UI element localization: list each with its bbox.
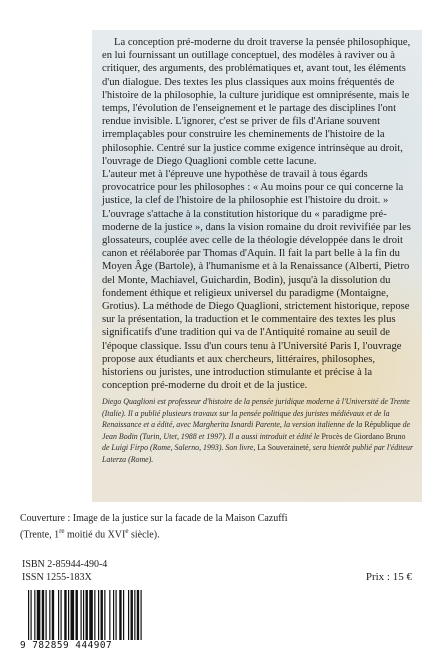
caption-line-1: Couverture : Image de la justice sur la facade de la Maison Cazuffi bbox=[20, 513, 288, 524]
bio-text-3: de Luigi Firpo (Rome, Salerno, 1993). Son livre, bbox=[102, 443, 258, 453]
bio-work-souverainete: La Souveraineté bbox=[257, 443, 309, 453]
author-bio bbox=[102, 396, 414, 466]
isbn-block bbox=[22, 559, 107, 584]
bio-text-4: , sera bientôt publié par l'éditeur Laterza (Rome). bbox=[102, 443, 414, 464]
isbn-number: ISBN 2-85944-490-4 bbox=[22, 559, 108, 570]
caption-line-2 bbox=[20, 525, 420, 541]
caption-sup-re: re bbox=[59, 527, 65, 535]
caption-line-2-end: siècle). bbox=[128, 529, 160, 541]
price-label: Prix : 15 € bbox=[365, 571, 412, 583]
summary-paragraph-1: La conception pré-moderne du droit traverse la pensée philosophique, en lui fournissant un outillage conceptuel, des modèles à raviver ou à critiquer, des arguments, des problématiques et, avant tout, les éléments d'un dialogue. Des textes les plus classiques aux moins fréquentés de l'histoire de la philosophie, la culture juridique est omniprésente, mais le temps, l'évolution de l'enseignement et le partage des disciplines l'ont rendue invisible. L'ignorer, c'est se priver de fils d'Ariane souvent irremplaçables pour construire les cheminements de l'histoire de la philosophie. Centré sur la justice comme exigence intrinsèque au droit, l'ouvrage de Diego Quaglioni comble cette lacune. bbox=[102, 37, 411, 167]
bio-work-proces: Procès de Giordano Bruno bbox=[321, 431, 406, 441]
cover-caption bbox=[20, 512, 420, 541]
summary-text bbox=[102, 36, 414, 392]
barcode bbox=[20, 590, 190, 652]
issn-number: ISSN 1255-183X bbox=[22, 571, 92, 583]
caption-line-2-suffix: moitié du XVI bbox=[64, 529, 126, 541]
bio-work-republique: République bbox=[364, 420, 401, 430]
barcode-bars-icon bbox=[28, 590, 186, 640]
bio-text-2: de Jean Bodin (Turin, Utet, 1988 et 1997). Il a aussi introduit et édité le bbox=[102, 420, 411, 441]
back-cover-panel bbox=[92, 30, 422, 502]
bio-text-1: Diego Quaglioni est professeur d'histoire de la pensée juridique moderne à l'Université de Trente (Italie). Il a publié plusieurs travaux sur la pensée politique des juristes médiévaux et de la Renaissance et a édité, avec Margherita Isnardi Parente, la version italienne de la bbox=[102, 397, 410, 430]
caption-line-2-prefix: (Trente, 1 bbox=[20, 529, 60, 541]
caption-sup-e: e bbox=[125, 527, 129, 535]
summary-paragraph-2: L'auteur met à l'épreuve une hypothèse de travail à tous égards provocatrice pour les philosophes : « Au moins pour ce qui concerne la justice, la clef de l'histoire de la philosophie est l'histoire du droit. » L'ouvrage s'attache à la constitution historique du « paradigme pré-moderne de la justice », dans la vision romaine du droit revivifiée par les glossateurs, couplée avec celle de la théologie développée dans le droit canon et réélaborée par Thomas d'Aquin. Il fait la part belle à la fin du Moyen Âge (Bartole), à l'humanisme et à la Renaissance (Alberti, Pietro del Monte, Machiavel, Guichardin, Bodin), jusqu'à la dissolution du fondement éthique et religieux universel du paradigme (Montaigne, Grotius). La méthode de Diego Quaglioni, strictement historique, repose sur la présentation, la traduction et le commentaire des textes les plus significatifs d'une tradition qui va de l'Antiquité romaine au seuil de l'époque classique. Issu d'un cours tenu à l'Université Paris I, l'ouvrage propose aux étudiants et aux chercheurs, littéraires, philosophes, historiens ou juristes, une introduction stimulante et précise à la conception pré-moderne du droit et de la justice. bbox=[102, 169, 411, 392]
barcode-number: 9 782859 444907 bbox=[20, 640, 113, 651]
